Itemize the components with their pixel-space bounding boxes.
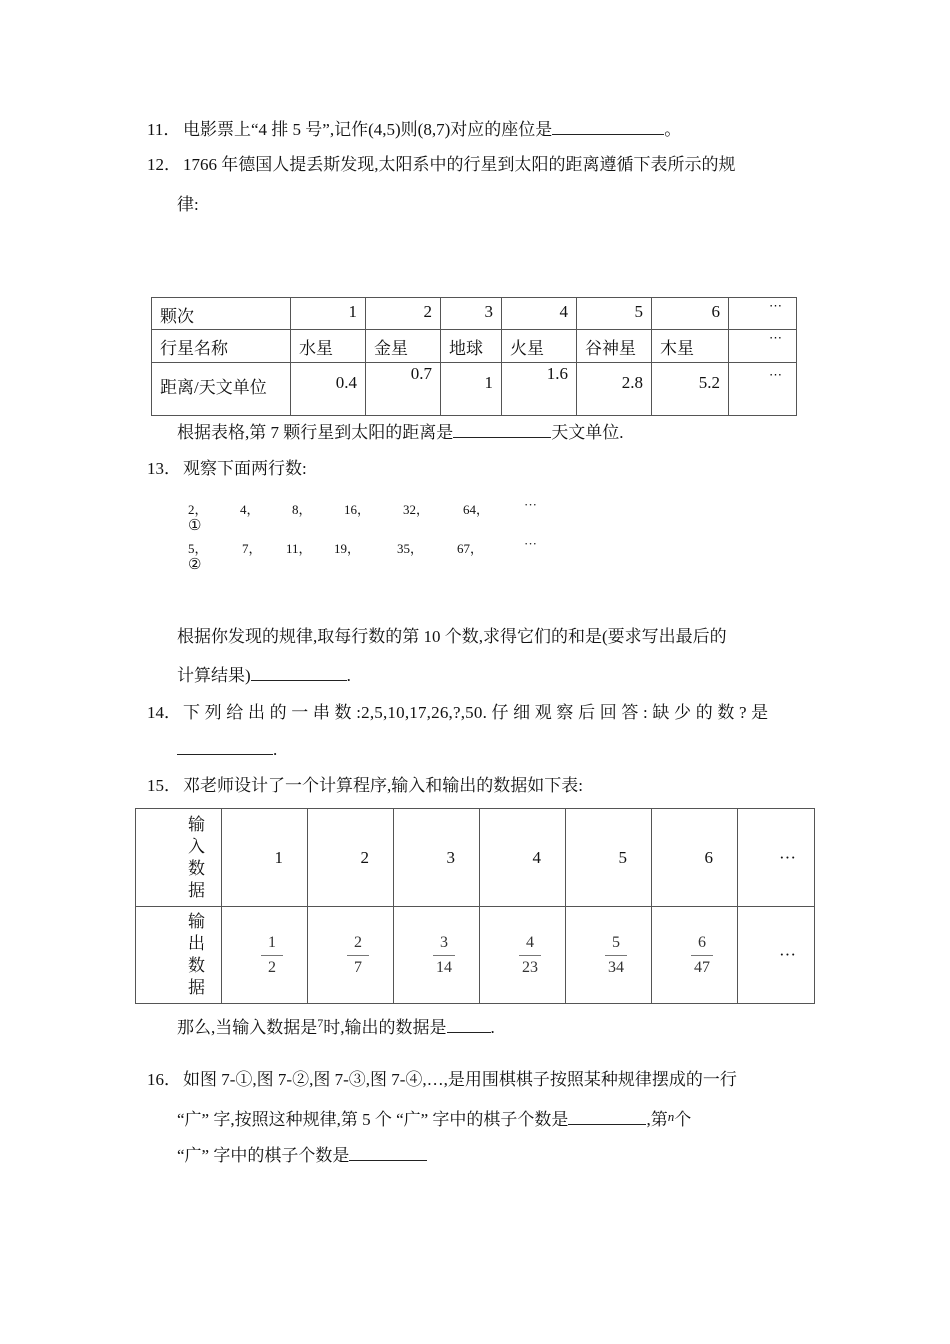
question-13-prompt-line1 [177,626,727,648]
table-row [152,298,797,330]
header-char: 据 [188,978,205,997]
question-text: ,第 [646,1110,668,1129]
question-15-followup [177,1012,495,1039]
output-cell-ellipsis: ··· [738,907,815,1004]
question-16-line3 [177,1144,427,1167]
header-char: 出 [188,934,205,953]
question-number: 12． [147,155,181,174]
output-cell [652,907,738,1004]
header-char: 输 [188,814,205,834]
question-text: 根据表格,第 7 颗行星到太阳的距离是 [177,423,454,442]
question-11 [147,118,681,141]
fraction-bar [261,955,283,956]
question-text: 律: [177,195,199,214]
header-char: 据 [188,880,205,900]
answer-blank[interactable] [177,738,273,755]
fraction [519,933,541,978]
table-cell: 4 [502,298,577,330]
table-cell: 0.4 [291,363,366,416]
header-char: 输 [188,912,205,931]
sequence-value: 67， [457,541,484,556]
question-text: 如图 7-①,图 7-②,图 7-③,图 7-④,…,是用围棋棋子按照某种规律摆成的一行 [183,1070,737,1089]
fraction-bar [519,955,541,956]
input-cell-ellipsis: ··· [738,809,815,907]
table-cell: 火星 [502,330,577,363]
denominator: 23 [522,959,538,976]
question-text: 下 列 给 出 的 一 串 数 :2,5,10,17,26,?,50. 仔 细 观 察 后 回 答 : 缺 少 的 数 ? 是 [183,703,769,722]
answer-blank[interactable] [447,1016,491,1033]
table-cell: 1.6 [502,363,577,416]
row-header: 行星名称 [152,330,291,363]
fraction-bar [347,955,369,956]
fraction-bar [691,955,713,956]
question-13-prompt-line2 [177,664,351,687]
sequence-value: 5， [188,541,208,556]
numerator: 5 [612,934,620,951]
question-text: 观察下面两行数: [183,459,307,478]
question-text: 电影票上“4 排 5 号”,记作(4,5)则(8,7)对应的座位是 [183,120,553,139]
output-header [136,907,222,1004]
planet-distance-table [151,297,797,416]
row-marker-1: ① [188,518,202,534]
punctuation: 。 [664,120,682,139]
output-cell [222,907,308,1004]
numerator: 3 [440,934,448,951]
table-cell: 5.2 [652,363,729,416]
question-text: 邓老师设计了一个计算程序,输入和输出的数据如下表: [183,776,583,795]
sequence-value: 2， [188,502,208,517]
question-text: 天文单位. [551,423,624,442]
table-cell: 地球 [441,330,502,363]
table-cell: 1 [441,363,502,416]
punctuation: . [346,666,351,685]
numerator: 4 [526,934,534,951]
sequence-value: 11， [286,541,312,556]
denominator: 14 [436,959,452,976]
table-cell: 0.7 [366,363,441,416]
row-header: 颗次 [152,298,291,330]
question-16-line1 [147,1069,737,1091]
question-14 [147,702,768,724]
table-row [152,363,797,416]
table-row [152,330,797,363]
denominator: 7 [354,959,362,976]
answer-blank-nth[interactable] [349,1144,427,1161]
input-header [136,809,222,907]
question-15 [147,775,583,797]
variable-n: n [667,1109,675,1124]
output-cell [394,907,480,1004]
sequence-ellipsis: ··· [524,536,537,551]
table-cell: 6 [652,298,729,330]
numerator: 2 [354,934,362,951]
question-text: “广” 字中的棋子个数是 [177,1146,350,1165]
table-cell-ellipsis: ⋯ [729,363,797,416]
header-char: 入 [188,836,205,856]
fraction [605,933,627,978]
row-marker-2: ② [188,557,202,573]
header-char: 数 [188,956,205,975]
question-14-answer-line [177,738,277,761]
question-text: 1766 年德国人提丢斯发现,太阳系中的行星到太阳的距离遵循下表所示的规 [183,155,736,174]
question-number: 11． [147,120,181,139]
table-cell: 谷神星 [577,330,652,363]
question-12-line1 [147,154,736,176]
fraction [433,933,455,978]
input-cell: 1 [222,809,308,907]
denominator: 47 [694,959,710,976]
table-cell: 2.8 [577,363,652,416]
table-cell: 木星 [652,330,729,363]
row-header: 距离/天文单位 [152,363,291,416]
question-text: 时,输出的数据是 [323,1018,447,1037]
answer-blank-5th[interactable] [568,1108,646,1125]
sequence-value: 35， [397,541,424,556]
output-cell [480,907,566,1004]
fraction [261,933,283,978]
fraction [347,933,369,978]
table-cell: 1 [291,298,366,330]
fraction-bar [605,955,627,956]
table-cell: 水星 [291,330,366,363]
punctuation: . [273,740,278,759]
sequence-value: 7， [242,541,262,556]
sequence-value: 32， [403,502,430,517]
input-cell: 4 [480,809,566,907]
input-row [136,809,815,907]
question-12-followup [177,421,624,444]
table-cell: 5 [577,298,652,330]
numerator: 1 [268,934,276,951]
question-12-line2 [177,194,199,216]
question-number: 14． [147,703,181,722]
question-number: 13． [147,459,181,478]
fraction [691,933,713,978]
question-number: 16． [147,1070,181,1089]
header-char: 数 [188,858,205,878]
answer-blank[interactable] [251,664,347,681]
question-text: 个 [674,1110,692,1129]
punctuation: . [490,1018,495,1037]
output-cell [566,907,652,1004]
input-cell: 3 [394,809,480,907]
table-cell-ellipsis: ⋯ [729,298,797,330]
table-cell: 2 [366,298,441,330]
answer-blank[interactable] [552,118,664,135]
question-text: “广” 字,按照这种规律,第 5 个 “广” 字中的棋子个数是 [177,1110,569,1129]
sequence-value: 64， [463,502,490,517]
fraction-bar [433,955,455,956]
input-cell: 2 [308,809,394,907]
question-text: 那么,当输入数据是 [177,1018,318,1037]
question-16-line2 [177,1106,691,1131]
input-cell: 5 [566,809,652,907]
sequence-value: 8， [292,502,312,517]
sequence-value: 16， [344,502,371,517]
denominator: 34 [608,959,624,976]
question-text: 计算结果) [177,666,251,685]
question-number: 15． [147,776,181,795]
output-row [136,907,815,1004]
sequence-value: 4， [240,502,260,517]
question-13 [147,458,307,480]
denominator: 2 [268,959,276,976]
table-cell: 3 [441,298,502,330]
numerator: 6 [698,934,706,951]
output-cell [308,907,394,1004]
sequence-value: 19， [334,541,361,556]
question-text: 根据你发现的规律,取每行数的第 10 个数,求得它们的和是(要求写出最后的 [177,627,727,646]
sequence-ellipsis: ··· [524,497,537,512]
table-cell-ellipsis: ⋯ [729,330,797,363]
input-output-table [135,808,815,1004]
input-cell: 6 [652,809,738,907]
table-cell: 金星 [366,330,441,363]
input-value: 7 [317,1016,324,1030]
answer-blank[interactable] [453,421,551,438]
